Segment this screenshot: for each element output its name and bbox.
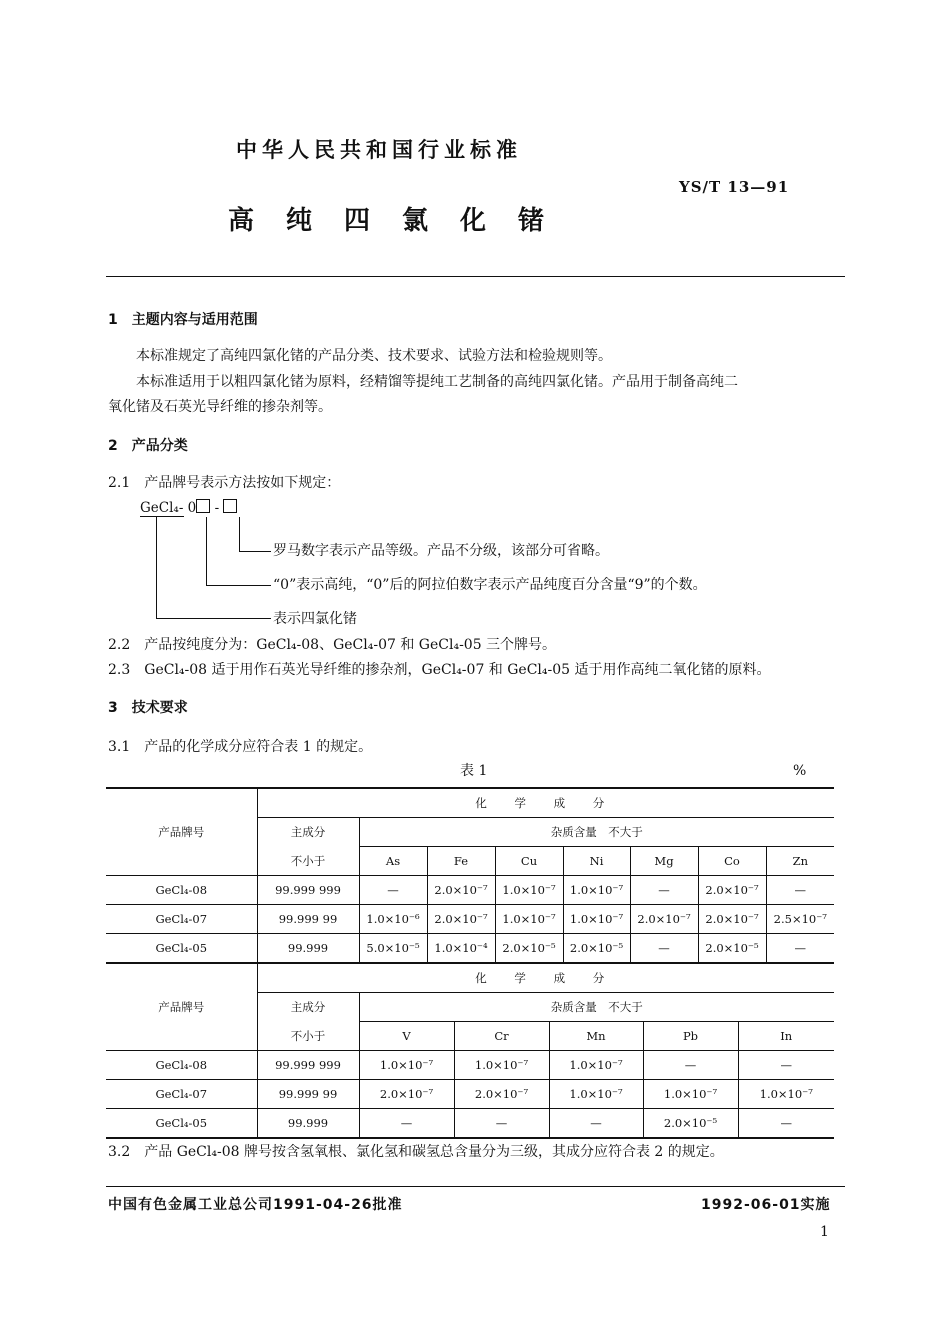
section-1-para-2a: 本标准适用于以粗四氯化锗为原料，经精馏等提纯工艺制备的高纯四氯化锗。产品用于制备高纯二: [136, 374, 738, 390]
main-cell: 99.999 99: [257, 1080, 359, 1109]
table-1-part-b: [106, 962, 834, 1139]
main-component-header: 主成分: [257, 818, 359, 847]
value-cell: —: [766, 934, 834, 964]
composition-header: 化 学 成 分: [257, 963, 834, 993]
value-cell: 1.0×10⁻⁷: [563, 905, 630, 934]
table-unit: %: [793, 763, 807, 779]
value-cell: —: [549, 1109, 643, 1139]
main-cell: 99.999 999: [257, 876, 359, 905]
value-cell: 2.0×10⁻⁷: [454, 1080, 549, 1109]
grade-cell: GeCl₄-05: [106, 934, 257, 964]
value-cell: 1.0×10⁻⁷: [495, 905, 563, 934]
grade-box: [223, 499, 237, 513]
designation-prefix: GeCl₄- 0: [140, 500, 197, 516]
value-cell: 2.0×10⁻⁷: [427, 905, 495, 934]
value-cell: 1.0×10⁻⁴: [427, 934, 495, 964]
element-header: Fe: [427, 847, 495, 876]
section-3-heading: 3 技术要求: [108, 700, 188, 716]
value-cell: 2.0×10⁻⁵: [698, 934, 766, 964]
value-cell: —: [359, 1109, 454, 1139]
approval-line: 中国有色金属工业总公司1991-04-26批准: [108, 1197, 403, 1213]
designation-diagram: [140, 499, 237, 516]
element-header: In: [738, 1022, 834, 1051]
main-cell: 99.999 99: [257, 905, 359, 934]
element-header: V: [359, 1022, 454, 1051]
value-cell: 2.0×10⁻⁷: [427, 876, 495, 905]
value-cell: 2.0×10⁻⁵: [643, 1109, 738, 1139]
clause-3-1: 3.1 产品的化学成分应符合表 1 的规定。: [108, 739, 373, 755]
section-1-para-2b: 氧化锗及石英光导纤维的掺杂剂等。: [108, 399, 332, 415]
element-header: As: [359, 847, 427, 876]
label-gecl4: 表示四氯化锗: [273, 611, 357, 627]
value-cell: 2.0×10⁻⁵: [563, 934, 630, 964]
main-component-subheader: 不小于: [257, 847, 359, 876]
footer-rule: [106, 1186, 845, 1187]
value-cell: —: [643, 1051, 738, 1080]
designation-dash: -: [214, 500, 220, 516]
section-2-heading: 2 产品分类: [108, 438, 188, 454]
main-cell: 99.999 999: [257, 1051, 359, 1080]
standard-code: YS/T 13—91: [679, 178, 790, 196]
value-cell: 1.0×10⁻⁷: [738, 1080, 834, 1109]
header-rule: [106, 276, 845, 277]
clause-2-3: 2.3 GeCl₄-08 适于用作石英光导纤维的掺杂剂，GeCl₄-07 和 GeCl₄-05 适于用作高纯二氧化锗的原料。: [108, 662, 771, 678]
main-cell: 99.999: [257, 1109, 359, 1139]
grade-cell: GeCl₄-08: [106, 876, 257, 905]
page-number: 1: [820, 1224, 829, 1240]
prefix-underline: [140, 516, 184, 517]
value-cell: 1.0×10⁻⁷: [643, 1080, 738, 1109]
grade-cell: GeCl₄-08: [106, 1051, 257, 1080]
bracket-line-purity-h: [206, 585, 271, 586]
value-cell: 1.0×10⁻⁷: [549, 1051, 643, 1080]
table-row: [106, 1051, 834, 1080]
value-cell: 1.0×10⁻⁷: [359, 1051, 454, 1080]
element-header: Cr: [454, 1022, 549, 1051]
value-cell: 5.0×10⁻⁵: [359, 934, 427, 964]
value-cell: —: [630, 934, 698, 964]
value-cell: 2.0×10⁻⁷: [630, 905, 698, 934]
bracket-line-gecl4-v: [156, 517, 157, 619]
table-caption: 表 1: [460, 763, 488, 779]
document-title: 高纯四氯化锗: [228, 206, 577, 236]
value-cell: —: [630, 876, 698, 905]
purity-box: [196, 499, 210, 513]
element-header: Mn: [549, 1022, 643, 1051]
element-header: Mg: [630, 847, 698, 876]
standard-title: 中华人民共和国行业标准: [236, 138, 522, 162]
value-cell: —: [738, 1109, 834, 1139]
main-cell: 99.999: [257, 934, 359, 964]
impurity-header: 杂质含量 不大于: [359, 993, 834, 1022]
element-header: Zn: [766, 847, 834, 876]
section-1-heading: 1 主题内容与适用范围: [108, 312, 258, 328]
grade-cell: GeCl₄-07: [106, 905, 257, 934]
table-row: [106, 934, 834, 964]
main-component-subheader: 不小于: [257, 1022, 359, 1051]
clause-2-2: 2.2 产品按纯度分为：GeCl₄-08、GeCl₄-07 和 GeCl₄-05 三个牌号。: [108, 637, 557, 653]
value-cell: —: [454, 1109, 549, 1139]
label-purity-digits: “0”表示高纯，“0”后的阿拉伯数字表示产品纯度百分含量“9”的个数。: [273, 577, 707, 593]
clause-2-1: 2.1 产品牌号表示方法按如下规定：: [108, 475, 341, 491]
grade-header: 产品牌号: [106, 963, 257, 1051]
grade-cell: GeCl₄-05: [106, 1109, 257, 1139]
value-cell: 1.0×10⁻⁶: [359, 905, 427, 934]
label-roman-numeral: 罗马数字表示产品等级。产品不分级，该部分可省略。: [273, 543, 609, 559]
value-cell: —: [359, 876, 427, 905]
value-cell: 2.5×10⁻⁷: [766, 905, 834, 934]
bracket-line-grade-v: [239, 517, 240, 552]
value-cell: —: [766, 876, 834, 905]
value-cell: 1.0×10⁻⁷: [549, 1080, 643, 1109]
value-cell: 2.0×10⁻⁷: [359, 1080, 454, 1109]
bracket-line-grade-h: [239, 551, 271, 552]
table-1-part-a: [106, 787, 834, 964]
bracket-line-gecl4-h: [156, 618, 271, 619]
value-cell: 2.0×10⁻⁷: [698, 876, 766, 905]
value-cell: 2.0×10⁻⁷: [698, 905, 766, 934]
effective-date: 1992-06-01实施: [701, 1197, 831, 1213]
main-component-header: 主成分: [257, 993, 359, 1022]
impurity-header: 杂质含量 不大于: [359, 818, 834, 847]
grade-header: 产品牌号: [106, 788, 257, 876]
bracket-line-purity-v: [206, 517, 207, 586]
value-cell: 2.0×10⁻⁵: [495, 934, 563, 964]
table-row: [106, 905, 834, 934]
value-cell: —: [738, 1051, 834, 1080]
element-header: Co: [698, 847, 766, 876]
table-row: [106, 1080, 834, 1109]
value-cell: 1.0×10⁻⁷: [454, 1051, 549, 1080]
table-row: [106, 1109, 834, 1139]
table-row: [106, 876, 834, 905]
value-cell: 1.0×10⁻⁷: [563, 876, 630, 905]
section-1-para-1: 本标准规定了高纯四氯化锗的产品分类、技术要求、试验方法和检验规则等。: [136, 348, 612, 364]
composition-header: 化 学 成 分: [257, 788, 834, 818]
grade-cell: GeCl₄-07: [106, 1080, 257, 1109]
element-header: Pb: [643, 1022, 738, 1051]
value-cell: 1.0×10⁻⁷: [495, 876, 563, 905]
clause-3-2: 3.2 产品 GeCl₄-08 牌号按含氢氧根、氯化氢和碳氢总含量分为三级，其成分应符合表 2 的规定。: [108, 1144, 724, 1160]
element-header: Ni: [563, 847, 630, 876]
element-header: Cu: [495, 847, 563, 876]
